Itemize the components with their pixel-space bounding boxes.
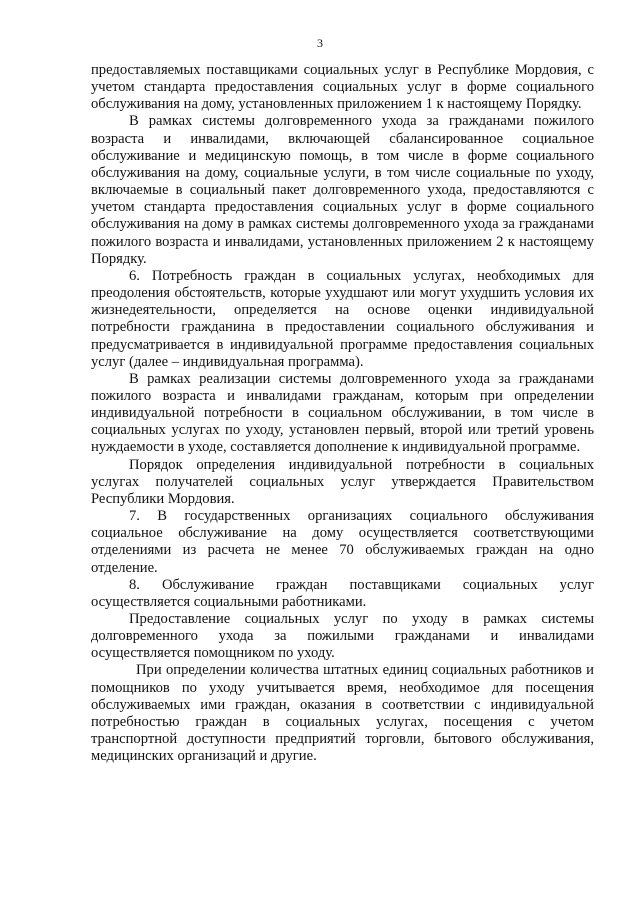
paragraph-care-assistant: Предоставление социальных услуг по уходу в рамках системы долговременного ухода за пожилыми гражданами и инвалидами осуществляется помощником по уходу. [91, 611, 594, 662]
paragraph-continuation: предоставляемых поставщиками социальных услуг в Республике Мордовия, с учетом стандарта предоставления социальных услуг в форме социального обслуживания на дому, установленных приложением 1 к настоящему Порядку. [91, 62, 594, 113]
paragraph-staffing: При определении количества штатных единиц социальных работников и помощников по уходу учитывается время, необходимое для посещения обслуживаемых ими граждан, оказания в соответствии с индивидуальной потребностью граждан в социальных услугах, посещения с учетом транспортной доступности предприятий торговли, бытового обслуживания, медицинских организаций и другие. [91, 662, 594, 765]
paragraph-item-7: 7. В государственных организациях социального обслуживания социальное обслуживание на дому осуществляется соответствующими отделениями из расчета не менее 70 обслуживаемых граждан на одно отделение. [91, 508, 594, 576]
page-number: 3 [317, 36, 323, 50]
document-body [91, 62, 594, 765]
paragraph-need-procedure: Порядок определения индивидуальной потребности в социальных услугах получателей социальных услуг утверждается Правительством Республики Мордовия. [91, 456, 594, 507]
paragraph-item-8: 8. Обслуживание граждан поставщиками социальных услуг осуществляется социальными работниками. [91, 576, 594, 610]
paragraph-care-addendum: В рамках реализации системы долговременного ухода за гражданами пожилого возраста и инвалидами гражданам, которым при определении индивидуальной потребности в социальном обслуживании, в том числе в социальных услугах по уходу, установлен первый, второй или третий уровень нуждаемости в уходе, составляется дополнение к индивидуальной программе. [91, 370, 594, 456]
paragraph-long-term-care-standard: В рамках системы долговременного ухода за гражданами пожилого возраста и инвалидами, включающей сбалансированное социальное обслуживание и медицинскую помощь, в том числе в форме социального обслуживания на дому, социальные услуги, в том числе социальные по уходу, включаемые в социальный пакет долговременного ухода, предоставляются с учетом стандарта предоставления социальных услуг в форме социального обслуживания на дому в рамках системы долговременного ухода за гражданами пожилого возраста и инвалидами, установленных приложением 2 к настоящему Порядку. [91, 113, 594, 267]
paragraph-item-6: 6. Потребность граждан в социальных услугах, необходимых для преодоления обстоятельств, которые ухудшают или могут ухудшить условия их жизнедеятельности, определяется на основе оценки индивидуальной потребности гражданина в предоставлении социального обслуживания и предусматривается в индивидуальной программе предоставления социальных услуг (далее – индивидуальная программа). [91, 267, 594, 370]
